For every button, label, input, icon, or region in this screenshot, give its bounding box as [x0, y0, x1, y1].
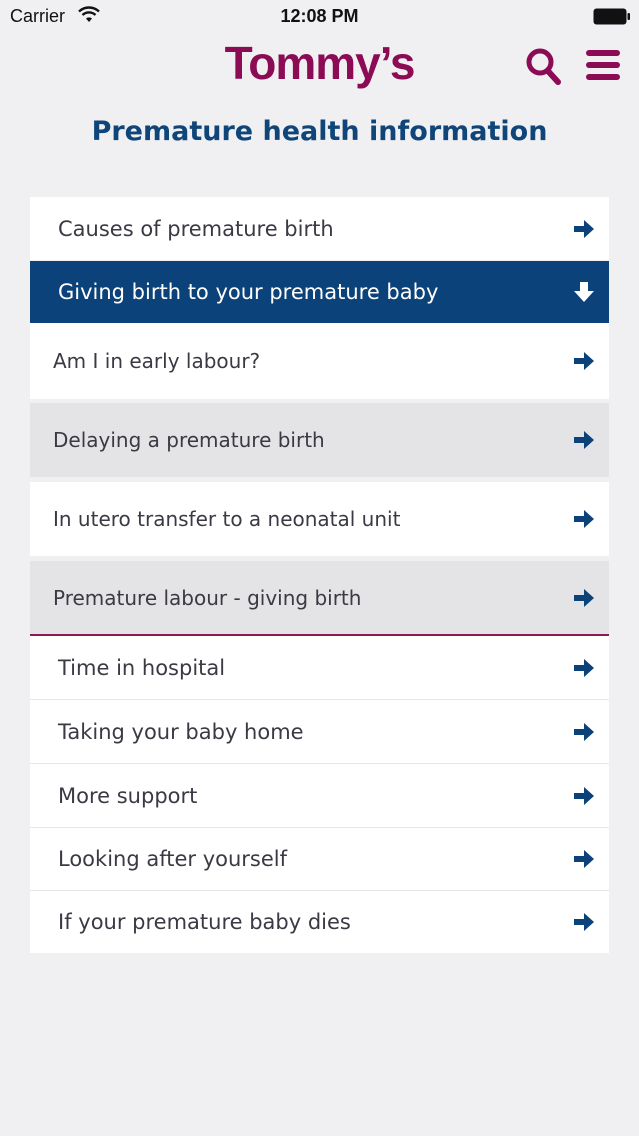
list-item-label: Premature labour - giving birth: [53, 585, 362, 610]
list-item-early-labour[interactable]: [30, 323, 609, 399]
list-item-label: Delaying a premature birth: [53, 428, 325, 452]
list-item-taking-baby-home[interactable]: [30, 700, 609, 763]
list-item-label: Am I in early labour?: [53, 349, 261, 373]
list-item-label: In utero transfer to a neonatal unit: [53, 507, 401, 531]
list-item-looking-after-yourself[interactable]: [30, 828, 609, 890]
list-item-delaying[interactable]: [30, 403, 609, 477]
list-item-baby-dies[interactable]: [30, 891, 609, 953]
search-icon[interactable]: [524, 46, 562, 86]
arrow-right-icon: [573, 351, 595, 371]
list-item-label: Taking your baby home: [58, 719, 304, 744]
list-item-label: Looking after yourself: [58, 847, 288, 871]
page-title: Premature health information: [91, 116, 548, 147]
tommys-logo[interactable]: Tommy’s: [224, 37, 415, 89]
list-item-label: Time in hospital: [58, 655, 226, 680]
arrow-down-icon: [573, 282, 595, 302]
list-item-label: Giving birth to your premature baby: [58, 280, 439, 304]
list-item-label: If your premature baby dies: [58, 910, 351, 934]
arrow-right-icon: [573, 658, 595, 678]
status-bar: [0, 0, 639, 34]
carrier-label: Carrier: [10, 6, 66, 26]
battery-icon: [593, 8, 631, 25]
arrow-right-icon: [573, 912, 595, 932]
list-item-more-support[interactable]: [30, 764, 609, 827]
list-item-giving-birth[interactable]: [30, 261, 609, 323]
list-item-in-utero-transfer[interactable]: [30, 482, 609, 556]
arrow-right-icon: [573, 430, 595, 450]
arrow-right-icon: [573, 219, 595, 239]
arrow-right-icon: [573, 588, 595, 608]
list-item-causes[interactable]: [30, 197, 609, 260]
list-item-label: Causes of premature birth: [58, 216, 334, 241]
list-item-time-in-hospital[interactable]: [30, 636, 609, 699]
list-item-premature-labour[interactable]: [30, 561, 609, 634]
arrow-right-icon: [573, 722, 595, 742]
hamburger-menu-icon[interactable]: [585, 48, 621, 82]
arrow-right-icon: [573, 849, 595, 869]
arrow-right-icon: [573, 509, 595, 529]
arrow-right-icon: [573, 786, 595, 806]
clock: 12:08 PM: [280, 6, 359, 26]
list-item-label: More support: [58, 783, 198, 808]
